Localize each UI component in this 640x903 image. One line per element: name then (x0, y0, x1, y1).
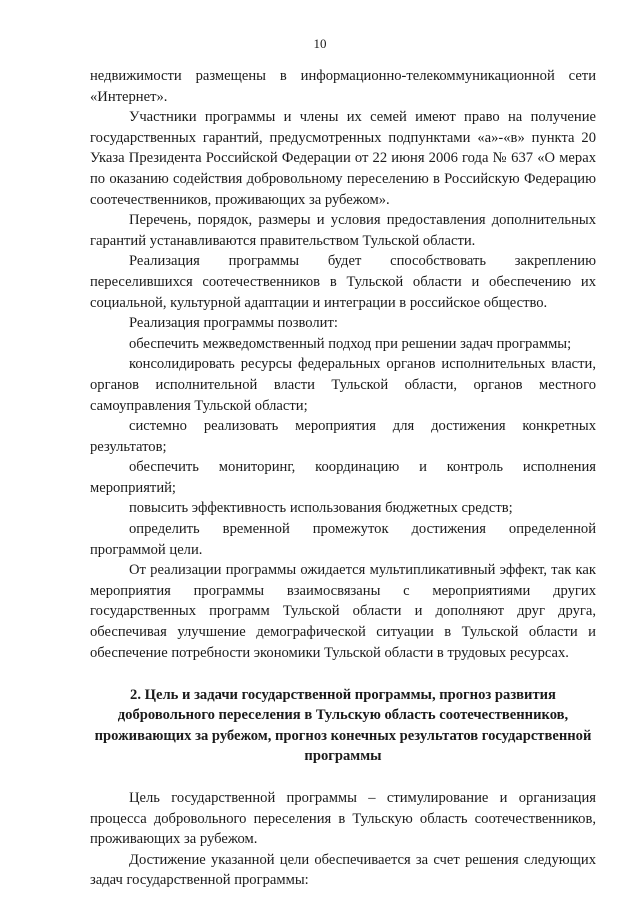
list-item: обеспечить межведомственный подход при решении задач программы; (129, 335, 572, 352)
paragraph: Цель государственной программы – стимулирование и организация процесса добровольного переселения в Тульскую область соотечественников, проживающих за рубежом. (90, 790, 596, 848)
paragraph: Перечень, порядок, размеры и условия предоставления дополнительных гарантий устанавливаются правительством Тульской области. (90, 212, 596, 249)
list-item: повысить эффективность использования бюджетных средств; (129, 500, 513, 517)
paragraph: От реализации программы ожидается мультипликативный эффект, так как мероприятия программы взаимосвязаны с мероприятиями других государственных программ Тульской области и дополняют друг друга, обеспечивая улучшение демографической ситуации в Тульской области и обеспечение потребности экономики Тульской области в трудовых ресурсах. (90, 562, 596, 661)
paragraph: недвижимости размещены в информационно-телекоммуникационной сети «Интернет». (90, 68, 596, 105)
list-item: определить временной промежуток достижения определенной программой цели. (90, 521, 596, 558)
list-item: консолидировать ресурсы федеральных органов исполнительных власти, органов исполнительной власти Тульской области, органов местного самоуправления Тульской области; (90, 356, 596, 414)
paragraph: Достижение указанной цели обеспечивается за счет решения следующих задач государственной программы: (90, 851, 596, 889)
paragraph: Реализация программы позволит: (129, 315, 338, 332)
section-heading: 2. Цель и задачи государственной программы, прогноз развития добровольного переселения в Тульскую область соотечественников, проживающих за рубежом, прогноз конечных результатов государственной программы (94, 687, 592, 764)
list-item: обеспечить мониторинг, координацию и контроль исполнения мероприятий; (90, 459, 596, 496)
list-item: системно реализовать мероприятия для достижения конкретных результатов; (90, 418, 596, 455)
paragraph: Реализация программы будет способствовать закреплению переселившихся соотечественников в Тульской области и обеспечению их социальной, культурной адаптации и интеграции в российское общество. (90, 253, 596, 311)
page-number: 10 (313, 36, 327, 51)
paragraph: Участники программы и члены их семей имеют право на получение государственных гарантий, предусмотренных подпунктами «а»-«в» пункта 20 Указа Президента Российской Федерации от 22 июня 2006 года № 637 «О мерах по оказанию содействия добровольному переселению в Российскую Федерацию соотечественников, проживающих за рубежом». (90, 109, 596, 208)
document-body (90, 66, 596, 891)
